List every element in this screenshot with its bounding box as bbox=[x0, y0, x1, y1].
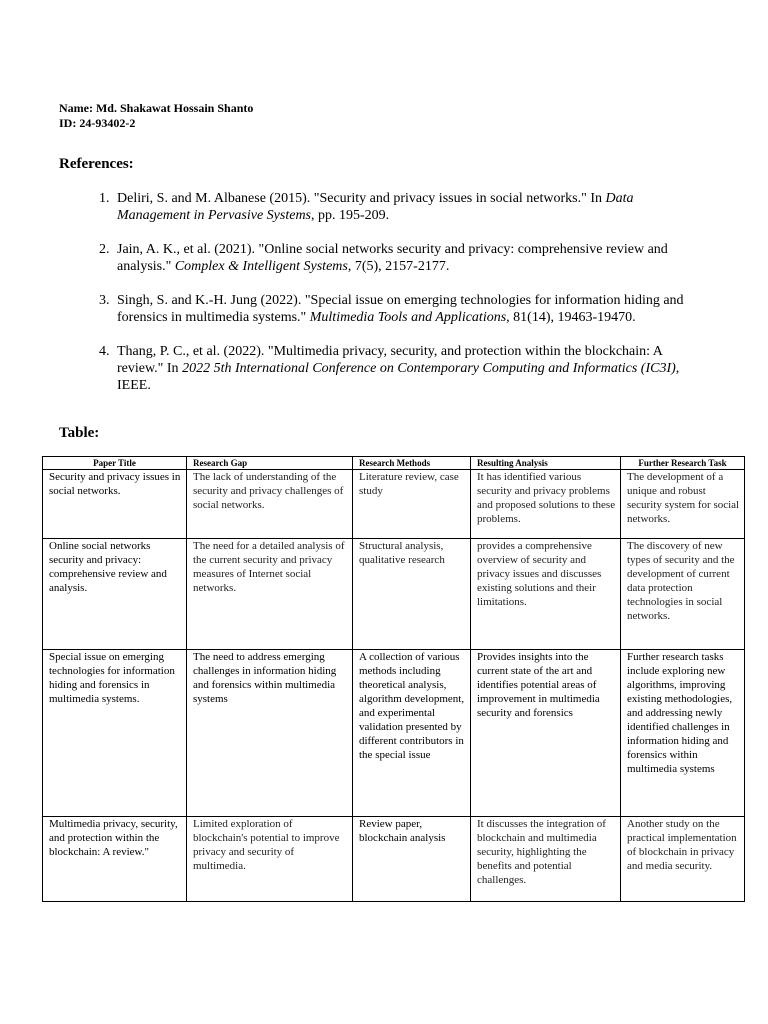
reference-number: 1. bbox=[99, 191, 110, 206]
references-heading: References: bbox=[59, 156, 134, 172]
table-cell-paper-title: Special issue on emerging technologies for information hiding and forensics in multimedia systems. bbox=[43, 650, 187, 817]
table-cell-paper-title: Online social networks security and privacy: comprehensive review and analysis. bbox=[43, 539, 187, 650]
reference-source: Data Management in Pervasive Systems bbox=[117, 191, 634, 223]
table-cell-research-gap: The need to address emerging challenges in information hiding and forensics within multimedia systems bbox=[187, 650, 353, 817]
table-row bbox=[43, 650, 745, 817]
reference-pages: , pp. 195-209. bbox=[311, 208, 390, 223]
reference-text: Thang, P. C., et al. (2022). "Multimedia privacy, security, and protection within the blockchain: A review." In bbox=[117, 344, 663, 376]
reference-source: Complex & Intelligent Systems bbox=[174, 259, 348, 274]
reference-item bbox=[99, 292, 689, 326]
table-row bbox=[43, 539, 745, 650]
table-cell-resulting-analysis: It discusses the integration of blockchain and multimedia security, highlighting the benefits and potential challenges. bbox=[471, 817, 621, 902]
reference-number: 4. bbox=[99, 344, 110, 359]
table-cell-research-gap: The need for a detailed analysis of the current security and privacy measures of Internet social networks. bbox=[187, 539, 353, 650]
student-name: Name: Md. Shakawat Hossain Shanto bbox=[59, 101, 254, 115]
table-cell-further-research: The development of a unique and robust security system for social networks. bbox=[621, 470, 745, 539]
table-cell-research-gap: The lack of understanding of the security and privacy challenges of social networks. bbox=[187, 470, 353, 539]
table-cell-research-methods: Literature review, case study bbox=[353, 470, 471, 539]
reference-pages: , 7(5), 2157-2177. bbox=[347, 259, 450, 274]
reference-item bbox=[99, 190, 689, 224]
table-cell-research-gap: Limited exploration of blockchain's potential to improve privacy and security of multimedia. bbox=[187, 817, 353, 902]
column-header-resulting-analysis: Resulting Analysis bbox=[471, 457, 621, 470]
table-row bbox=[43, 817, 745, 902]
reference-list bbox=[99, 190, 689, 411]
table-cell-resulting-analysis: It has identified various security and privacy problems and proposed solutions to these problems. bbox=[471, 470, 621, 539]
column-header-further-research-task: Further Research Task bbox=[621, 457, 745, 470]
table-cell-paper-title: Security and privacy issues in social networks. bbox=[43, 470, 187, 539]
reference-number: 3. bbox=[99, 293, 110, 308]
table-cell-paper-title: Multimedia privacy, security, and protection within the blockchain: A review." bbox=[43, 817, 187, 902]
table-row bbox=[43, 470, 745, 539]
reference-source: Multimedia Tools and Applications bbox=[309, 310, 507, 325]
reference-number: 2. bbox=[99, 242, 110, 257]
column-header-paper-title: Paper Title bbox=[43, 457, 187, 470]
reference-item bbox=[99, 241, 689, 275]
table-cell-further-research: The discovery of new types of security and the development of current data protection technologies in social networks. bbox=[621, 539, 745, 650]
table-heading: Table: bbox=[59, 425, 100, 441]
reference-pages: , IEEE. bbox=[117, 361, 680, 393]
column-header-research-methods: Research Methods bbox=[353, 457, 471, 470]
table-cell-research-methods: Review paper, blockchain analysis bbox=[353, 817, 471, 902]
table-cell-research-methods: A collection of various methods including theoretical analysis, algorithm development, and experimental validation presented by different contributors in the special issue bbox=[353, 650, 471, 817]
table-cell-further-research: Further research tasks include exploring new algorithms, improving existing methodologies, and addressing newly identified challenges in information hiding and forensics within multimedia systems bbox=[621, 650, 745, 817]
reference-text: Singh, S. and K.-H. Jung (2022). "Special issue on emerging technologies for information hiding and forensics in multimedia systems." bbox=[117, 293, 684, 325]
table-cell-research-methods: Structural analysis, qualitative research bbox=[353, 539, 471, 650]
student-id: ID: 24-93402-2 bbox=[59, 116, 136, 130]
reference-text: Deliri, S. and M. Albanese (2015). "Security and privacy issues in social networks." In bbox=[117, 191, 606, 206]
table-cell-further-research: Another study on the practical implementation of blockchain in privacy and media security. bbox=[621, 817, 745, 902]
reference-text: Jain, A. K., et al. (2021). "Online social networks security and privacy: comprehensive review and analysis." bbox=[117, 242, 668, 274]
reference-pages: , 81(14), 19463-19470. bbox=[506, 310, 636, 325]
table-cell-resulting-analysis: Provides insights into the current state of the art and identifies potential areas of improvement in multimedia security and forensics bbox=[471, 650, 621, 817]
column-header-research-gap: Research Gap bbox=[187, 457, 353, 470]
table-cell-resulting-analysis: provides a comprehensive overview of security and privacy issues and discusses existing solutions and their limitations. bbox=[471, 539, 621, 650]
student-info bbox=[59, 101, 253, 131]
reference-item bbox=[99, 343, 689, 394]
literature-table bbox=[42, 456, 745, 902]
reference-source: 2022 5th International Conference on Contemporary Computing and Informatics (IC3I) bbox=[182, 361, 676, 376]
table-header-row bbox=[43, 457, 745, 470]
